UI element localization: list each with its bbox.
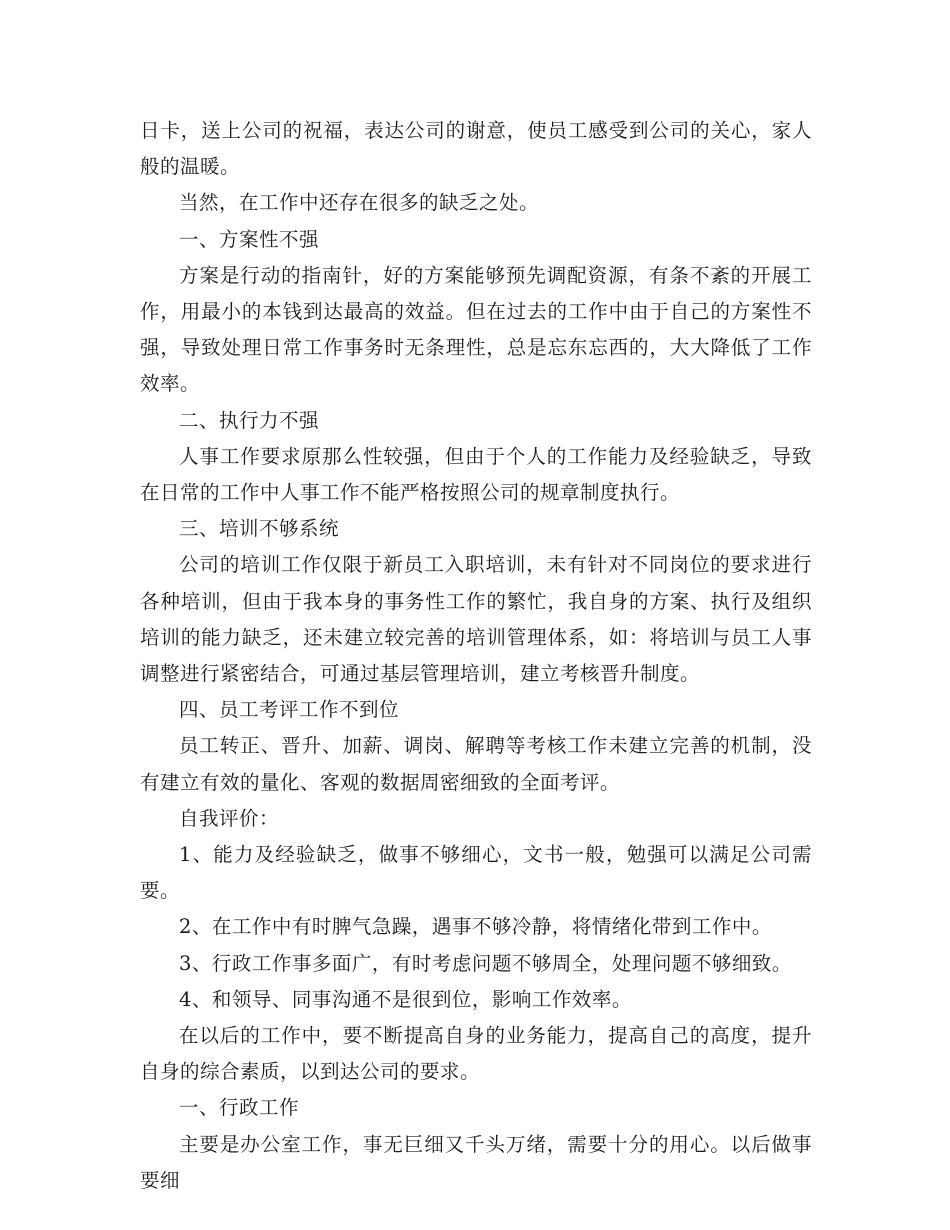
list-item: 2、在工作中有时脾气急躁，遇事不够冷静，将情绪化带到工作中。 [179,915,772,939]
list-item: 3、行政工作事多面广，有时考虑问题不够周全，处理问题不够细致。 [179,951,792,975]
heading-training: 三、培训不够系统 [179,517,340,541]
paragraph-admin-work: 主要是办公室工作，事无巨细又千头万绪，需要十分的用心。以后做事要细 [140,1132,812,1192]
document-body [140,113,812,1199]
paragraph-continuation: 日卡，送上公司的祝福，表达公司的谢意，使员工感受到公司的关心，家人般的温暖。 [140,119,812,179]
paragraph-future-goals: 在以后的工作中，要不断提高自身的业务能力，提高自己的高度，提升自身的综合素质，以到达公司的要求。 [140,1024,812,1084]
paragraph-execution: 人事工作要求原那么性较强，但由于个人的工作能力及经验缺乏，导致在日常的工作中人事工作不能严格按照公司的规章制度执行。 [140,444,812,505]
heading-execution: 二、执行力不强 [179,408,320,432]
paragraph-evaluation: 员工转正、晋升、加薪、调岗、解聘等考核工作未建立完善的机制，没有建立有效的量化、客观的数据周密细致的全面考评。 [140,734,812,794]
list-item: 1、能力及经验缺乏，做事不够细心，文书一般，勉强可以满足公司需要。 [140,843,812,903]
paragraph-shortcomings-intro: 当然，在工作中还存在很多的缺乏之处。 [179,191,540,215]
paragraph-training: 公司的培训工作仅限于新员工入职培训，未有针对不同岗位的要求进行各种培训，但由于我本身的事务性工作的繁忙，我自身的方案、执行及组织培训的能力缺乏，还未建立较完善的培训管理体系，如：将培训与员工人事调整进行紧密结合，可通过基层管理培训，建立考核晋升制度。 [140,553,812,686]
list-item: 4、和领导、同事沟通不是很到位，影响工作效率。 [179,987,632,1011]
heading-planning: 一、方案性不强 [179,227,320,251]
heading-evaluation: 四、员工考评工作不到位 [179,698,400,722]
heading-admin-work: 一、行政工作 [179,1096,300,1120]
heading-self-assessment: 自我评价： [179,806,280,830]
paragraph-planning: 方案是行动的指南针，好的方案能够预先调配资源，有条不紊的开展工作，用最小的本钱到达最高的效益。但在过去的工作中由于自己的方案性不强，导致处理日常工作事务时无条理性，总是忘东忘西的，大大降低了工作效率。 [140,263,812,396]
